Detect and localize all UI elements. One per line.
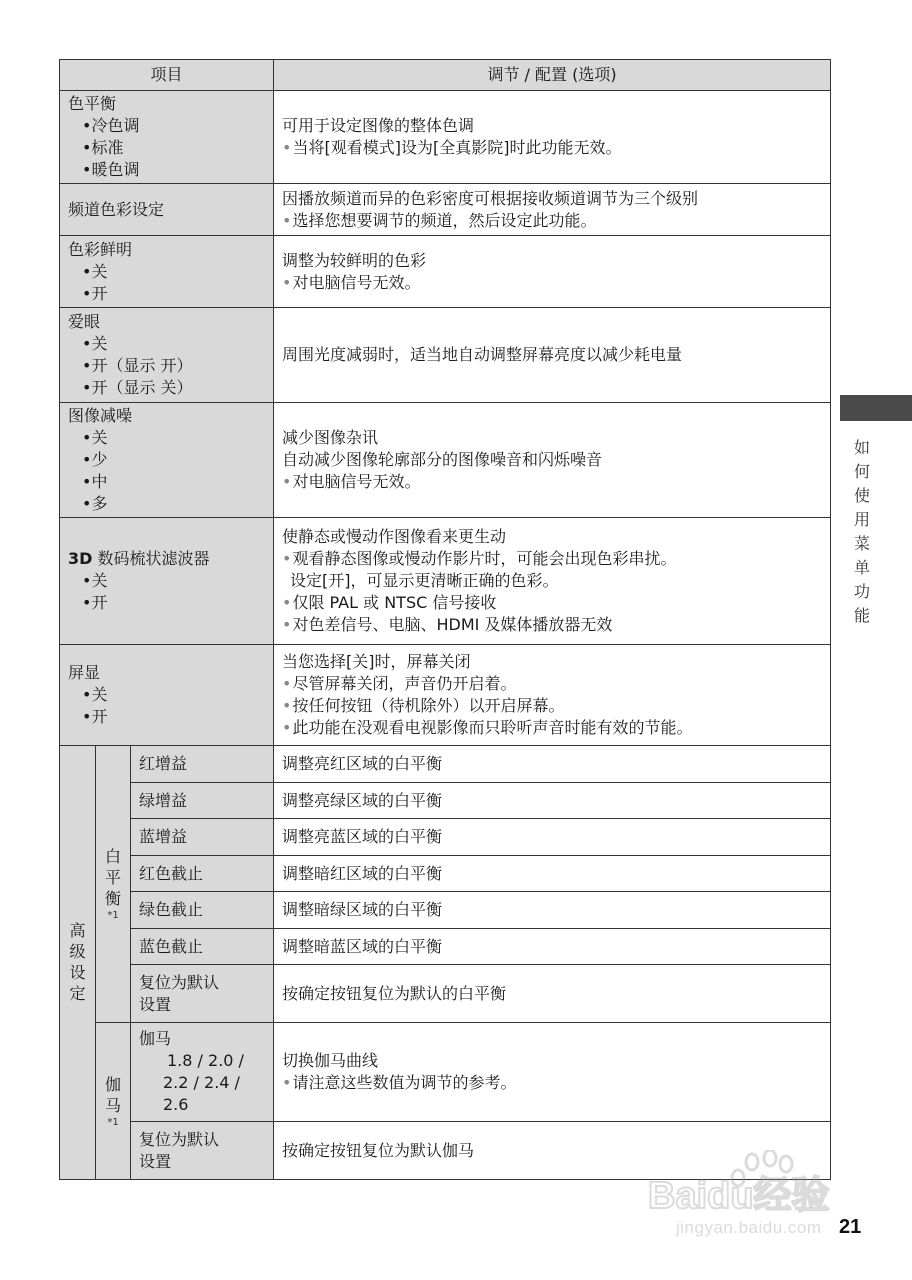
table-row <box>60 892 831 929</box>
item-values: 2.2 / 2.4 / <box>163 1073 240 1092</box>
side-section-label: 如何使用菜单功能 <box>853 438 870 625</box>
white-balance-text: 白平衡 <box>104 847 121 908</box>
table-row <box>60 1023 831 1122</box>
footnote-mark: *1 <box>107 910 119 921</box>
baidu-paw-logo <box>640 1150 880 1220</box>
item-title: 频道色彩设定 <box>68 199 165 219</box>
desc-text: 周围光度减弱时，适当地自动调整屏幕亮度以减少耗电量 <box>282 345 683 364</box>
gamma-label <box>96 1023 131 1180</box>
desc-red-cutoff: 调整暗红区域的白平衡 <box>274 856 831 892</box>
item-values: 2.6 <box>163 1095 189 1114</box>
item-option: •暖色调 <box>82 160 140 179</box>
item-comb-filter <box>60 518 274 645</box>
item-option: •中 <box>82 472 108 491</box>
item-name-line: 设置 <box>139 994 172 1014</box>
item-option: •开（显示 开） <box>82 356 193 375</box>
footnote-mark: *1 <box>107 1116 119 1128</box>
item-green-gain: 绿增益 <box>131 783 274 819</box>
item-color-balance <box>60 91 274 184</box>
desc-note: • 仅限 PAL 或 NTSC 信号接收 <box>282 592 822 614</box>
item-option: •开 <box>82 283 108 303</box>
table-row <box>60 91 831 184</box>
white-balance-label <box>96 746 131 1023</box>
table-row <box>60 308 831 403</box>
desc-note: • 对电脑信号无效。 <box>282 471 822 493</box>
table-row <box>60 403 831 518</box>
page-number: 21 <box>839 1216 862 1238</box>
item-name-line: 复位为默认 <box>139 1129 220 1149</box>
item-gamma <box>131 1023 274 1122</box>
item-option: •少 <box>82 450 108 469</box>
item-option: •冷色调 <box>82 116 140 135</box>
item-vivid-color <box>60 236 274 308</box>
item-values: 1.8 / 2.0 / <box>167 1051 244 1070</box>
table-row <box>60 236 831 308</box>
item-screen-display <box>60 645 274 746</box>
desc-note: • 选择您想要调节的频道，然后设定此功能。 <box>282 210 822 232</box>
desc-blue-gain: 调整亮蓝区域的白平衡 <box>274 819 831 856</box>
table-row <box>60 856 831 892</box>
watermark-url: jingyan.baidu.com <box>676 1218 822 1237</box>
advanced-settings-label <box>60 746 96 1180</box>
table-row <box>60 184 831 236</box>
desc-screen-display <box>274 645 831 746</box>
table-row <box>60 965 831 1023</box>
advanced-label-text: 高级设定 <box>69 921 86 1003</box>
item-blue-cutoff: 蓝色截止 <box>131 929 274 965</box>
desc-text: 减少图像杂讯 <box>282 428 379 447</box>
desc-vivid-color <box>274 236 831 308</box>
desc-note: • 请注意这些数值为调节的参考。 <box>282 1072 822 1094</box>
item-blue-gain: 蓝增益 <box>131 819 274 856</box>
item-gamma-reset <box>131 1122 274 1180</box>
desc-note: • 当将[观看模式]设为[全真影院]时此功能无效。 <box>282 137 822 159</box>
desc-gamma-reset: 按确定按钮复位为默认伽马 <box>274 1122 831 1180</box>
item-option: •关 <box>82 261 108 281</box>
item-title-text: 数码梳状滤波器 <box>92 549 210 568</box>
desc-note: • 对电脑信号无效。 <box>282 272 822 294</box>
item-noise-reduction <box>60 403 274 518</box>
item-title: 色平衡 <box>68 94 117 113</box>
table-row <box>60 929 831 965</box>
item-option: •开 <box>82 593 108 612</box>
settings-table <box>59 59 831 1180</box>
desc-color-balance <box>274 91 831 184</box>
item-title: 色彩鲜明 <box>68 239 133 259</box>
gamma-text: 伽马 <box>104 1074 121 1115</box>
table-row <box>60 783 831 819</box>
desc-text: 可用于设定图像的整体色调 <box>282 116 475 135</box>
item-channel-color <box>60 184 274 236</box>
desc-noise-reduction <box>274 403 831 518</box>
header-setting: 调节 / 配置 (选项) <box>274 60 831 91</box>
watermark-logo-text: Baidu经验 <box>648 1175 830 1217</box>
desc-green-gain: 调整亮绿区域的白平衡 <box>274 783 831 819</box>
item-option: •开 <box>82 707 108 726</box>
desc-note: • 按任何按钮（待机除外）以开启屏幕。 <box>282 695 822 717</box>
item-option: •标准 <box>82 138 124 157</box>
desc-text: 使静态或慢动作图像看来更生动 <box>282 527 507 546</box>
table-header-row <box>60 60 831 91</box>
desc-text: 调整为较鲜明的色彩 <box>282 250 427 270</box>
item-option: •关 <box>82 685 108 704</box>
desc-blue-cutoff: 调整暗蓝区域的白平衡 <box>274 929 831 965</box>
desc-note: • 此功能在没观看电视影像而只聆听声音时能有效的节能。 <box>282 717 822 739</box>
table-row <box>60 746 831 783</box>
item-title: 伽马 <box>139 1029 172 1048</box>
desc-text: 自动减少图像轮廓部分的图像噪音和闪烁噪音 <box>282 450 603 469</box>
table-row <box>60 518 831 645</box>
desc-text: 因播放频道而异的色彩密度可根据接收频道调节为三个级别 <box>282 188 699 208</box>
item-title: 图像减噪 <box>68 406 133 425</box>
item-red-cutoff: 红色截止 <box>131 856 274 892</box>
desc-channel-color <box>274 184 831 236</box>
desc-eco-eye <box>274 308 831 403</box>
item-title: 屏显 <box>68 663 101 682</box>
item-option: •关 <box>82 428 108 447</box>
item-name-line: 设置 <box>139 1151 172 1171</box>
desc-wb-reset: 按确定按钮复位为默认的白平衡 <box>274 965 831 1023</box>
section-tab <box>840 395 912 421</box>
desc-red-gain: 调整亮红区域的白平衡 <box>274 746 831 783</box>
desc-gamma <box>274 1023 831 1122</box>
item-wb-reset <box>131 965 274 1023</box>
desc-green-cutoff: 调整暗绿区域的白平衡 <box>274 892 831 929</box>
desc-note: • 尽管屏幕关闭，声音仍开启着。 <box>282 673 822 695</box>
item-option: •关 <box>82 571 108 590</box>
desc-text: 当您选择[关]时，屏幕关闭 <box>282 652 471 671</box>
desc-comb-filter <box>274 518 831 645</box>
header-item: 项目 <box>60 60 274 91</box>
desc-note: • 观看静态图像或慢动作影片时，可能会出现色彩串扰。 <box>282 548 822 570</box>
table-row <box>60 645 831 746</box>
desc-text: 切换伽马曲线 <box>282 1051 379 1070</box>
desc-note: • 对色差信号、电脑、HDMI 及媒体播放器无效 <box>282 614 822 636</box>
item-green-cutoff: 绿色截止 <box>131 892 274 929</box>
item-title: 爱眼 <box>68 312 101 331</box>
item-option: •多 <box>82 494 108 513</box>
item-option: •开（显示 关） <box>82 378 193 397</box>
item-red-gain: 红增益 <box>131 746 274 783</box>
item-name-line: 复位为默认 <box>139 972 220 992</box>
desc-note-cont: 设定[开]，可显示更清晰正确的色彩。 <box>290 571 559 590</box>
item-title <box>68 548 265 570</box>
table-row <box>60 819 831 856</box>
item-eco-eye <box>60 308 274 403</box>
item-title-bold: 3D <box>68 549 93 568</box>
item-option: •关 <box>82 334 108 353</box>
